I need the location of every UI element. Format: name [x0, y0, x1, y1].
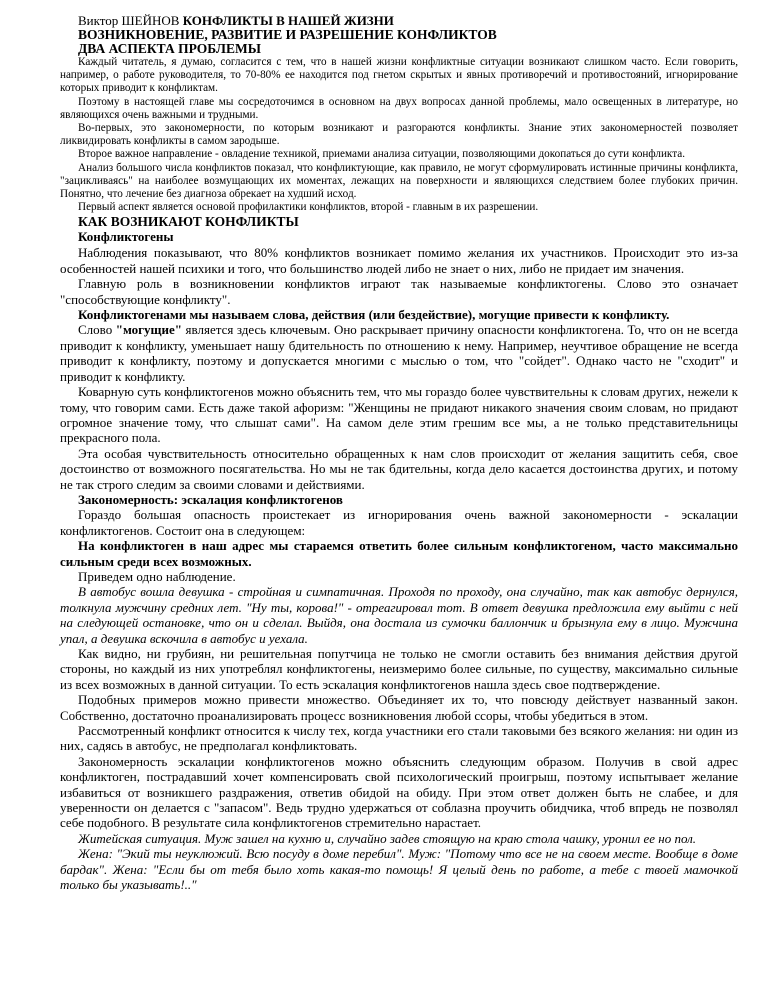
subsection-title-escalation: Закономерность: эскалация конфликтогенов [78, 491, 343, 507]
body-paragraph: Рассмотренный конфликт относится к числу тех, когда участники его стали таковыми без всякого желания: ни один из них, садясь в автобус, не предполагал конфликтовать. [60, 723, 738, 754]
keyword-paragraph [60, 322, 738, 384]
intro-paragraph: Каждый читатель, я думаю, согласится с тем, что в нашей жизни конфликтные ситуации возникают слишком часто. Если говорить, например, о работе руководителя, то 70-80% ее находится под гнетом скрытых и явных противоречий и противостояний, игнорирование которых приводит к конфликтам. [60, 56, 738, 95]
body-paragraph: Коварную суть конфликтогенов можно объяснить тем, что мы гораздо более чувствительны к словам других, нежели к тому, что говорим сами. Есть даже такой афоризм: "Женщины не придают никакого значения своим словам, но придают огромное значение тому, что слышат сами". На самом деле этим грешим все мы, а не только представительницы прекрасного пола. [60, 384, 738, 446]
dialog-paragraph: Жена: "Экий ты неуклюжий. Всю посуду в доме перебил". Муж: "Потому что все не на своем месте. Вообще в доме бардак". Жена: "Если бы от тебя было хоть какая-то помощь! Я целый день по работе, а тебе с твоей мамочкой только бы указывать!.." [60, 846, 738, 893]
story-paragraph: В автобус вошла девушка - стройная и симпатичная. Проходя по проходу, она случайно, так как автобус дернулся, толкнула мужчину средних лет. "Ну ты, корова!" - отреагировал тот. В ответ девушка предложила ему выйти с ней на следующей остановке, что он и сделал. Выйдя, она достала из сумочки баллончик и брызнула ему в лицо. Мужчина упал, а девушка вскочила в автобус и уехала. [60, 584, 738, 646]
body-paragraph: Подобных примеров можно привести множество. Объединяет их то, что повсюду действует названный закон. Собственно, достаточно проанализировать процесс возникновения любой ссоры, чтобы убедиться в этом. [60, 692, 738, 723]
book-title: КОНФЛИКТЫ В НАШЕЙ ЖИЗНИ [182, 13, 394, 28]
definition-paragraph: Конфликтогенами мы называем слова, действия (или бездействие), могущие привести к конфликту. [78, 307, 670, 323]
document-header [60, 14, 738, 28]
body-paragraph: Гораздо большая опасность проистекает из игнорирования очень важной закономерности - эскалации конфликтогенов. Состоит она в следующем: [60, 507, 738, 538]
chapter-title: ДВА АСПЕКТА ПРОБЛЕМЫ [78, 41, 261, 56]
body-paragraph: Закономерность эскалации конфликтогенов можно объяснить следующим образом. Получив в свой адрес конфликтоген, пострадавший хочет компенсировать свой психологический проигрыш, поэтому испытывает желание избавиться от возникшего раздражения, ответив обидой на обиду. При этом ответ должен быть не слабее, и для уверенности он делается с "запасом". Ведь трудно удержаться от соблазна проучить обидчика, чтоб впредь не позволял себе подобного. В результате сила конфликтогенов стремительно нарастает. [60, 753, 738, 831]
body-paragraph: Как видно, ни грубиян, ни решительная попутчица не только не смогли оставить без внимания действия другой стороны, но каждый из них употреблял конфликтогены, неизмеримо более сильные, по существу, максимально сильные из всех возможных в данной ситуации. То есть эскалация конфликтогенов нашла здесь свое подтверждение. [60, 646, 738, 692]
intro-paragraph: Поэтому в настоящей главе мы сосредоточимся в основном на двух вопросах данной проблемы, мало освещенных в литературе, но являющихся очень важными и трудными. [60, 95, 738, 121]
subsection-title-conflictogens: Конфликтогены [78, 229, 174, 245]
intro-section [60, 56, 738, 214]
keyword-term: "могущие" [115, 322, 183, 338]
intro-paragraph: Анализ большого числа конфликтов показал, что конфликтующие, как правило, не могут сформулировать истинные причины конфликта, "зацикливаясь" на наиболее возмущающих их моментах, лежащих на поверхности и являющихся следствием более глубоких причин. Понятно, что лечение без диагноза обрекает на худший исход. [60, 161, 738, 201]
keyword-post: является здесь ключевым. Оно раскрывает причину опасности конфликтогена. То, что он не всегда приводит к конфликту, уменьшает нашу бдительность по отношению к нему. Например, неучтивое обращение не всегда приводит к конфликту, поэтому и допускается многими с мыслью о том, что "сойдет". Однако часто не "сходит" и приводит к конфликту. [60, 322, 738, 384]
body-paragraph: Наблюдения показывают, что 80% конфликтов возникает помимо желания их участников. Происходит это из-за особенностей нашей психики и того, что большинство людей либо не знает о них, либо не придает им значения. [60, 245, 738, 276]
keyword-pre: Слово [78, 322, 116, 338]
body-paragraph: Эта особая чувствительность относительно обращенных к нам слов происходит от желания защитить себя, свое достоинство от возможного посягательства. Но мы не так бдительны, когда дело касается достоинства других, и потому не так строго следим за своими словами и действиями. [60, 445, 738, 492]
intro-paragraph: Второе важное направление - овладение техникой, приемами анализа ситуации, позволяющими докопаться до сути конфликта. [78, 148, 686, 161]
section-title: КАК ВОЗНИКАЮТ КОНФЛИКТЫ [78, 214, 299, 230]
intro-paragraph: Во-первых, это закономерности, по которым возникают и разгораются конфликты. Знание этих закономерностей позволяет ликвидировать конфликты в самом зародыше. [60, 122, 738, 148]
rule-paragraph: На конфликтоген в наш адрес мы стараемся ответить более сильным конфликтогеном, часто максимально сильным среди всех возможных. [60, 538, 738, 569]
observation-intro: Приведем одно наблюдение. [78, 568, 236, 584]
author-name: Виктор ШЕЙНОВ [78, 13, 180, 28]
main-body [60, 245, 738, 892]
book-subtitle: ВОЗНИКНОВЕНИЕ, РАЗВИТИЕ И РАЗРЕШЕНИЕ КОНФЛИКТОВ [78, 27, 497, 42]
intro-paragraph: Первый аспект является основой профилактики конфликтов, второй - главным в их разрешении. [78, 201, 539, 214]
body-paragraph: Главную роль в возникновении конфликтов играют так называемые конфликтогены. Слово это означает "способствующие конфликту". [60, 276, 738, 307]
situation-paragraph: Житейская ситуация. Муж зашел на кухню и, случайно задев стоящую на краю стола чашку, уронил ее но пол. [78, 830, 697, 846]
